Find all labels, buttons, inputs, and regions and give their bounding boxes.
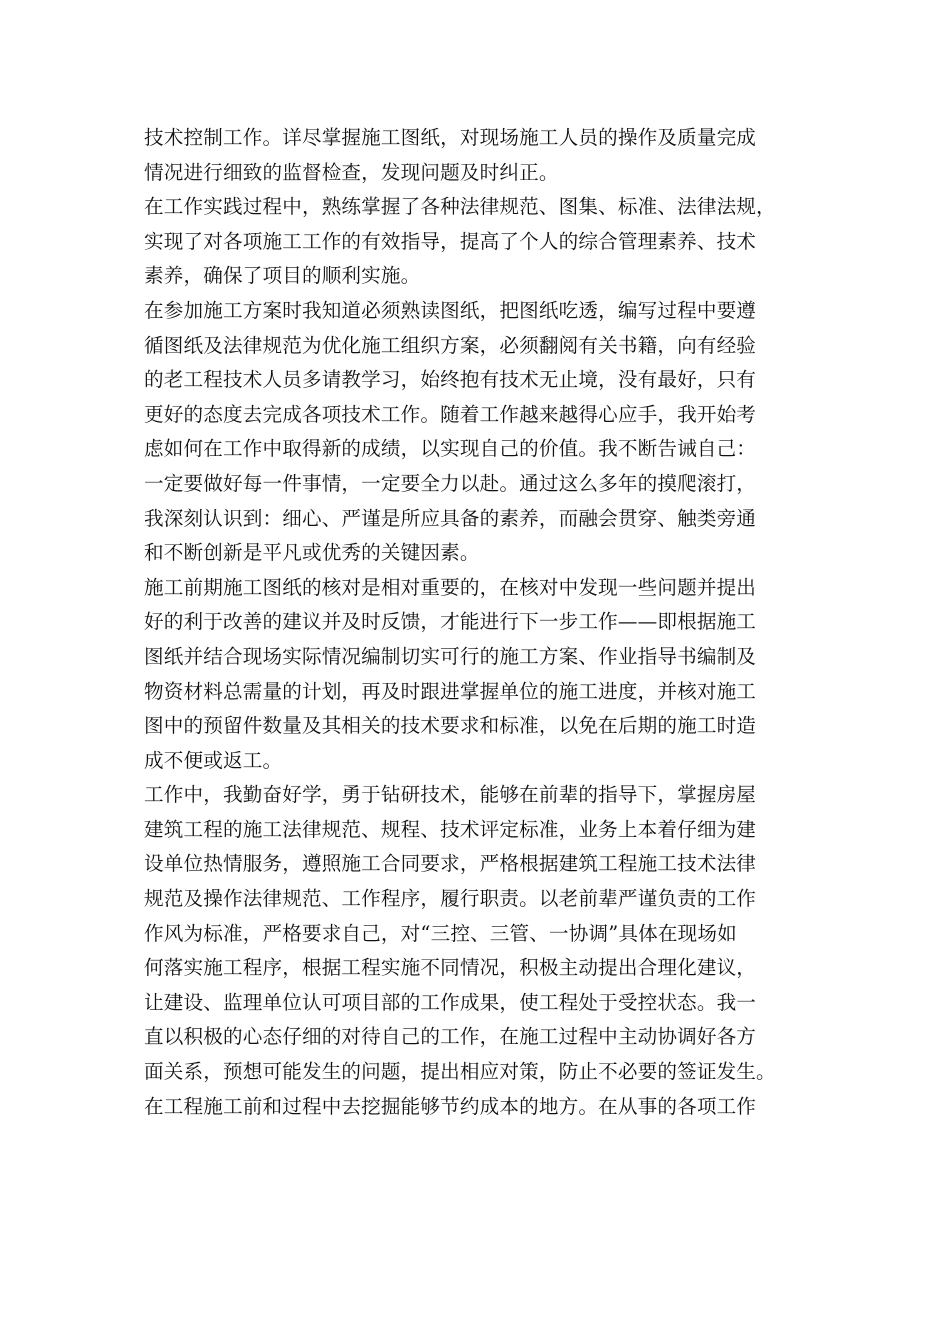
text-line: 素养，确保了项目的顺利实施。 [144,264,421,288]
text-line: 一定要做好每一件事情，一定要全力以赴。通过这么多年的摸爬滚打， [144,471,757,495]
text-line: 作风为标准，严格要求自己，对“三控、三管、一协调”具体在现场如 [144,921,737,945]
text-line: 在工作实践过程中，熟练掌握了各种法律规范、图集、标准、法律法规， [144,195,776,219]
text-line: 实现了对各项施工工作的有效指导，提高了个人的综合管理素养、技术 [144,229,757,253]
text-line: 在工程施工前和过程中去挖掘能够节约成本的地方。在从事的各项工作 [144,1094,757,1118]
text-line: 图中的预留件数量及其相关的技术要求和标准，以免在后期的施工时造 [144,714,757,738]
text-line: 物资材料总需量的计划，再及时跟进掌握单位的施工进度，并核对施工 [144,679,757,703]
text-line: 和不断创新是平凡或优秀的关键因素。 [144,541,480,565]
text-line: 直以积极的心态仔细的对待自己的工作，在施工过程中主动协调好各方 [144,1025,757,1049]
text-line: 更好的态度去完成各项技术工作。随着工作越来越得心应手，我开始考 [144,402,757,426]
text-line: 面关系，预想可能发生的问题，提出相应对策，防止不必要的签证发生。 [144,1060,776,1084]
text-line: 让建设、监理单位认可项目部的工作成果，使工程处于受控状态。我一 [144,990,757,1014]
text-line: 我深刻认识到：细心、严谨是所应具备的素养，而融会贯穿、触类旁通 [144,506,757,530]
text-line: 建筑工程的施工法律规范、规程、技术评定标准，业务上本着仔细为建 [144,817,757,841]
text-line: 好的利于改善的建议并及时反馈，才能进行下一步工作——即根据施工 [144,610,757,634]
text-line: 在参加施工方案时我知道必须熟读图纸，把图纸吃透，编写过程中要遵 [144,298,757,322]
text-line: 的老工程技术人员多请教学习，始终抱有技术无止境，没有最好，只有 [144,368,757,392]
text-line: 技术控制工作。详尽掌握施工图纸，对现场施工人员的操作及质量完成 [144,126,757,149]
text-line: 图纸并结合现场实际情况编制切实可行的施工方案、作业指导书编制及 [144,644,757,668]
body-text [144,121,804,1124]
text-line: 虑如何在工作中取得新的成绩，以实现自己的价值。我不断告诫自己： [144,437,757,461]
text-line: 成不便或返工。 [144,748,283,772]
text-line: 循图纸及法律规范为优化施工组织方案，必须翻阅有关书籍，向有经验 [144,333,757,357]
text-line: 规范及操作法律规范、工作程序，履行职责。以老前辈严谨负责的工作 [144,887,757,911]
text-line: 施工前期施工图纸的核对是相对重要的，在核对中发现一些问题并提出 [144,575,757,599]
text-line: 何落实施工程序，根据工程实施不同情况，积极主动提出合理化建议， [144,956,757,980]
text-line: 设单位热情服务，遵照施工合同要求，严格根据建筑工程施工技术法律 [144,852,757,876]
text-line: 情况进行细致的监督检查，发现问题及时纠正。 [144,160,559,184]
text-line: 工作中，我勤奋好学，勇于钻研技术，能够在前辈的指导下，掌握房屋 [144,783,757,807]
